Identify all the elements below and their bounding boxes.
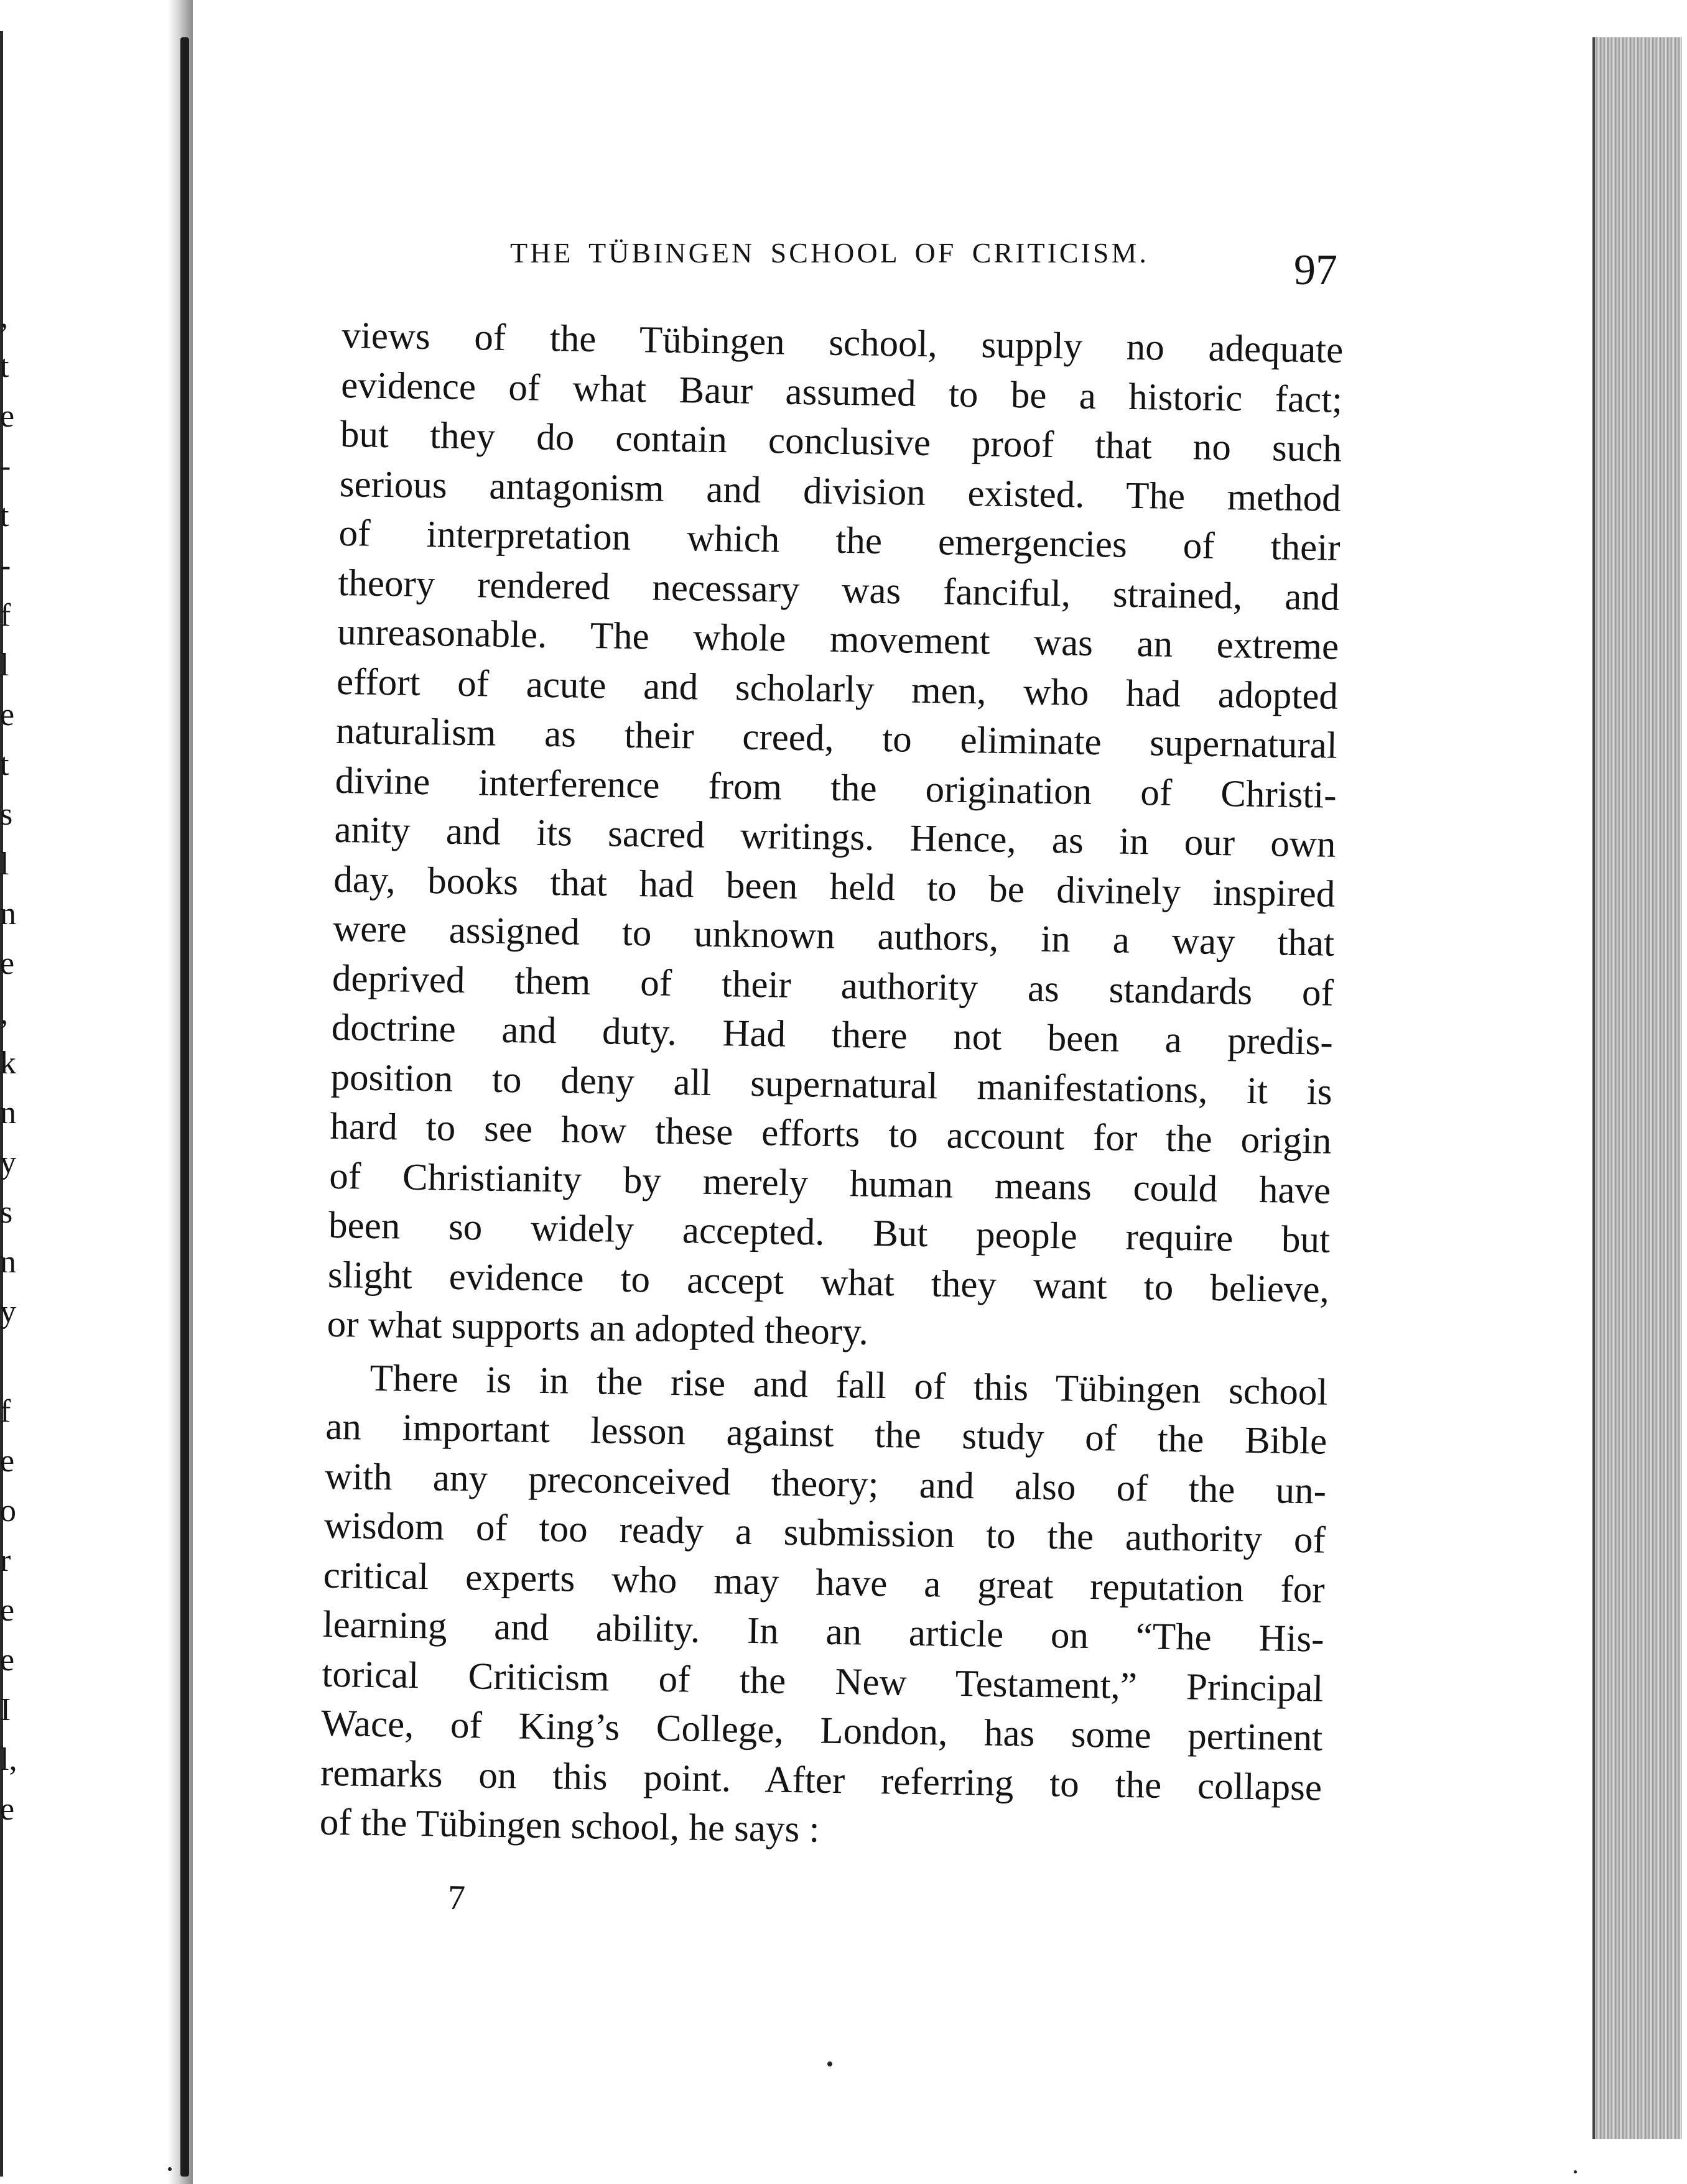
text-line: critical experts who may have a great reputation for xyxy=(323,1554,1326,1611)
ink-speck xyxy=(1574,2170,1577,2173)
text-line: serious antagonism and division existed. The method xyxy=(339,463,1342,520)
left-margin-letter: f xyxy=(0,598,11,633)
text-line: an important lesson against the study of the Bible xyxy=(325,1405,1327,1463)
text-line: or what supports an adopted theory. xyxy=(327,1303,869,1353)
left-margin-letter: e xyxy=(0,1443,15,1479)
page-number: 97 xyxy=(1294,246,1337,294)
left-margin-letter: r xyxy=(0,1543,11,1578)
left-margin-letter: f xyxy=(0,1394,11,1429)
page-edges-stack xyxy=(1592,37,1682,2139)
text-line: day, books that had been held to be divinely inspired xyxy=(333,858,1336,915)
text-line: deprived them of their authority as standards of xyxy=(332,957,1334,1014)
left-margin-letter: l xyxy=(0,647,9,683)
signature-mark: 7 xyxy=(447,1878,466,1918)
text-line: of Christianity by merely human means could have xyxy=(328,1155,1331,1212)
left-margin-letter: k xyxy=(0,1045,16,1081)
text-line: with any preconceived theory; and also of the un- xyxy=(324,1455,1327,1512)
left-margin-letter: n xyxy=(0,896,16,932)
text-line: wisdom of too ready a submission to the authority of xyxy=(323,1504,1326,1562)
text-line: learning and ability. In an article on “The His- xyxy=(322,1603,1324,1660)
text-line: evidence of what Baur assumed to be a historic fact; xyxy=(340,364,1343,421)
previous-page-fragment xyxy=(0,0,187,2184)
left-margin-letter: s xyxy=(0,1195,13,1230)
paragraph xyxy=(327,311,1344,1364)
text-line: anity and its sacred writings. Hence, as in our own xyxy=(334,808,1336,866)
text-line: been so widely accepted. But people require but xyxy=(328,1204,1331,1261)
left-margin-letter: t xyxy=(0,498,9,534)
text-line: Wace, of King’s College, London, has some pertinent xyxy=(320,1702,1323,1759)
left-margin-letter: , xyxy=(0,996,8,1031)
text-line: slight evidence to accept what they want to believe, xyxy=(327,1254,1330,1311)
text-line: of the Tübingen school, he says : xyxy=(319,1801,820,1851)
left-margin-letter: , xyxy=(0,299,8,335)
text-line: but they do contain conclusive proof that no such xyxy=(340,413,1342,470)
text-line: unreasonable. The whole movement was an extreme xyxy=(337,611,1339,668)
text-line: doctrine and duty. Had there not been a predis- xyxy=(331,1006,1334,1063)
left-margin-letter: e xyxy=(0,1593,15,1628)
text-line: There is in the rise and fall of this Tübingen school xyxy=(369,1357,1328,1414)
text-line: were assigned to unknown authors, in a way that xyxy=(332,907,1335,965)
left-margin-letter: y xyxy=(0,1145,16,1180)
left-margin-letter: l, xyxy=(0,1742,17,1777)
left-margin-letter: s xyxy=(0,797,13,832)
left-margin-letter: e xyxy=(0,399,15,434)
left-margin-letter: - xyxy=(0,548,11,583)
left-margin-letter: t xyxy=(0,747,9,782)
text-line: of interpretation which the emergencies of their xyxy=(338,512,1341,569)
left-margin-letter: - xyxy=(0,448,11,484)
left-margin-letter: n xyxy=(0,1244,16,1280)
text-line: position to deny all supernatural manifestations, it is xyxy=(330,1056,1333,1113)
left-margin-letter: n xyxy=(0,1095,16,1131)
ink-speck xyxy=(827,2061,832,2066)
ink-speck xyxy=(168,2167,172,2171)
body-text xyxy=(319,311,1343,1862)
text-line: divine interference from the origination of Christi- xyxy=(335,759,1337,817)
left-page-cut-text xyxy=(0,292,25,1835)
running-head: THE TÜBINGEN SCHOOL OF CRITICISM. xyxy=(510,237,1149,269)
text-line: torical Criticism of the New Testament,” Principal xyxy=(321,1653,1324,1710)
text-line: remarks on this point. After referring to the collapse xyxy=(320,1752,1322,1809)
text-line: naturalism as their creed, to eliminate supernatural xyxy=(335,710,1338,767)
left-margin-letter: e xyxy=(0,1642,15,1678)
paragraph xyxy=(319,1353,1328,1862)
text-line: theory rendered necessary was fanciful, strained, and xyxy=(338,562,1340,619)
left-margin-letter: t xyxy=(0,349,9,384)
left-margin-letter xyxy=(0,1337,25,1387)
left-margin-letter: e xyxy=(0,697,15,733)
left-margin-letter: e xyxy=(0,1792,15,1827)
book-binding xyxy=(180,37,189,2177)
text-line: hard to see how these efforts to account for the origin xyxy=(330,1105,1332,1162)
left-margin-letter: y xyxy=(0,1294,16,1330)
left-margin-letter: o xyxy=(0,1493,16,1529)
left-margin-letter: l xyxy=(0,846,9,882)
text-line: views of the Tübingen school, supply no adequate xyxy=(341,314,1344,371)
left-margin-letter: I xyxy=(0,1692,11,1728)
text-line: effort of acute and scholarly men, who had adopted xyxy=(336,660,1339,718)
left-margin-letter: e xyxy=(0,946,15,981)
